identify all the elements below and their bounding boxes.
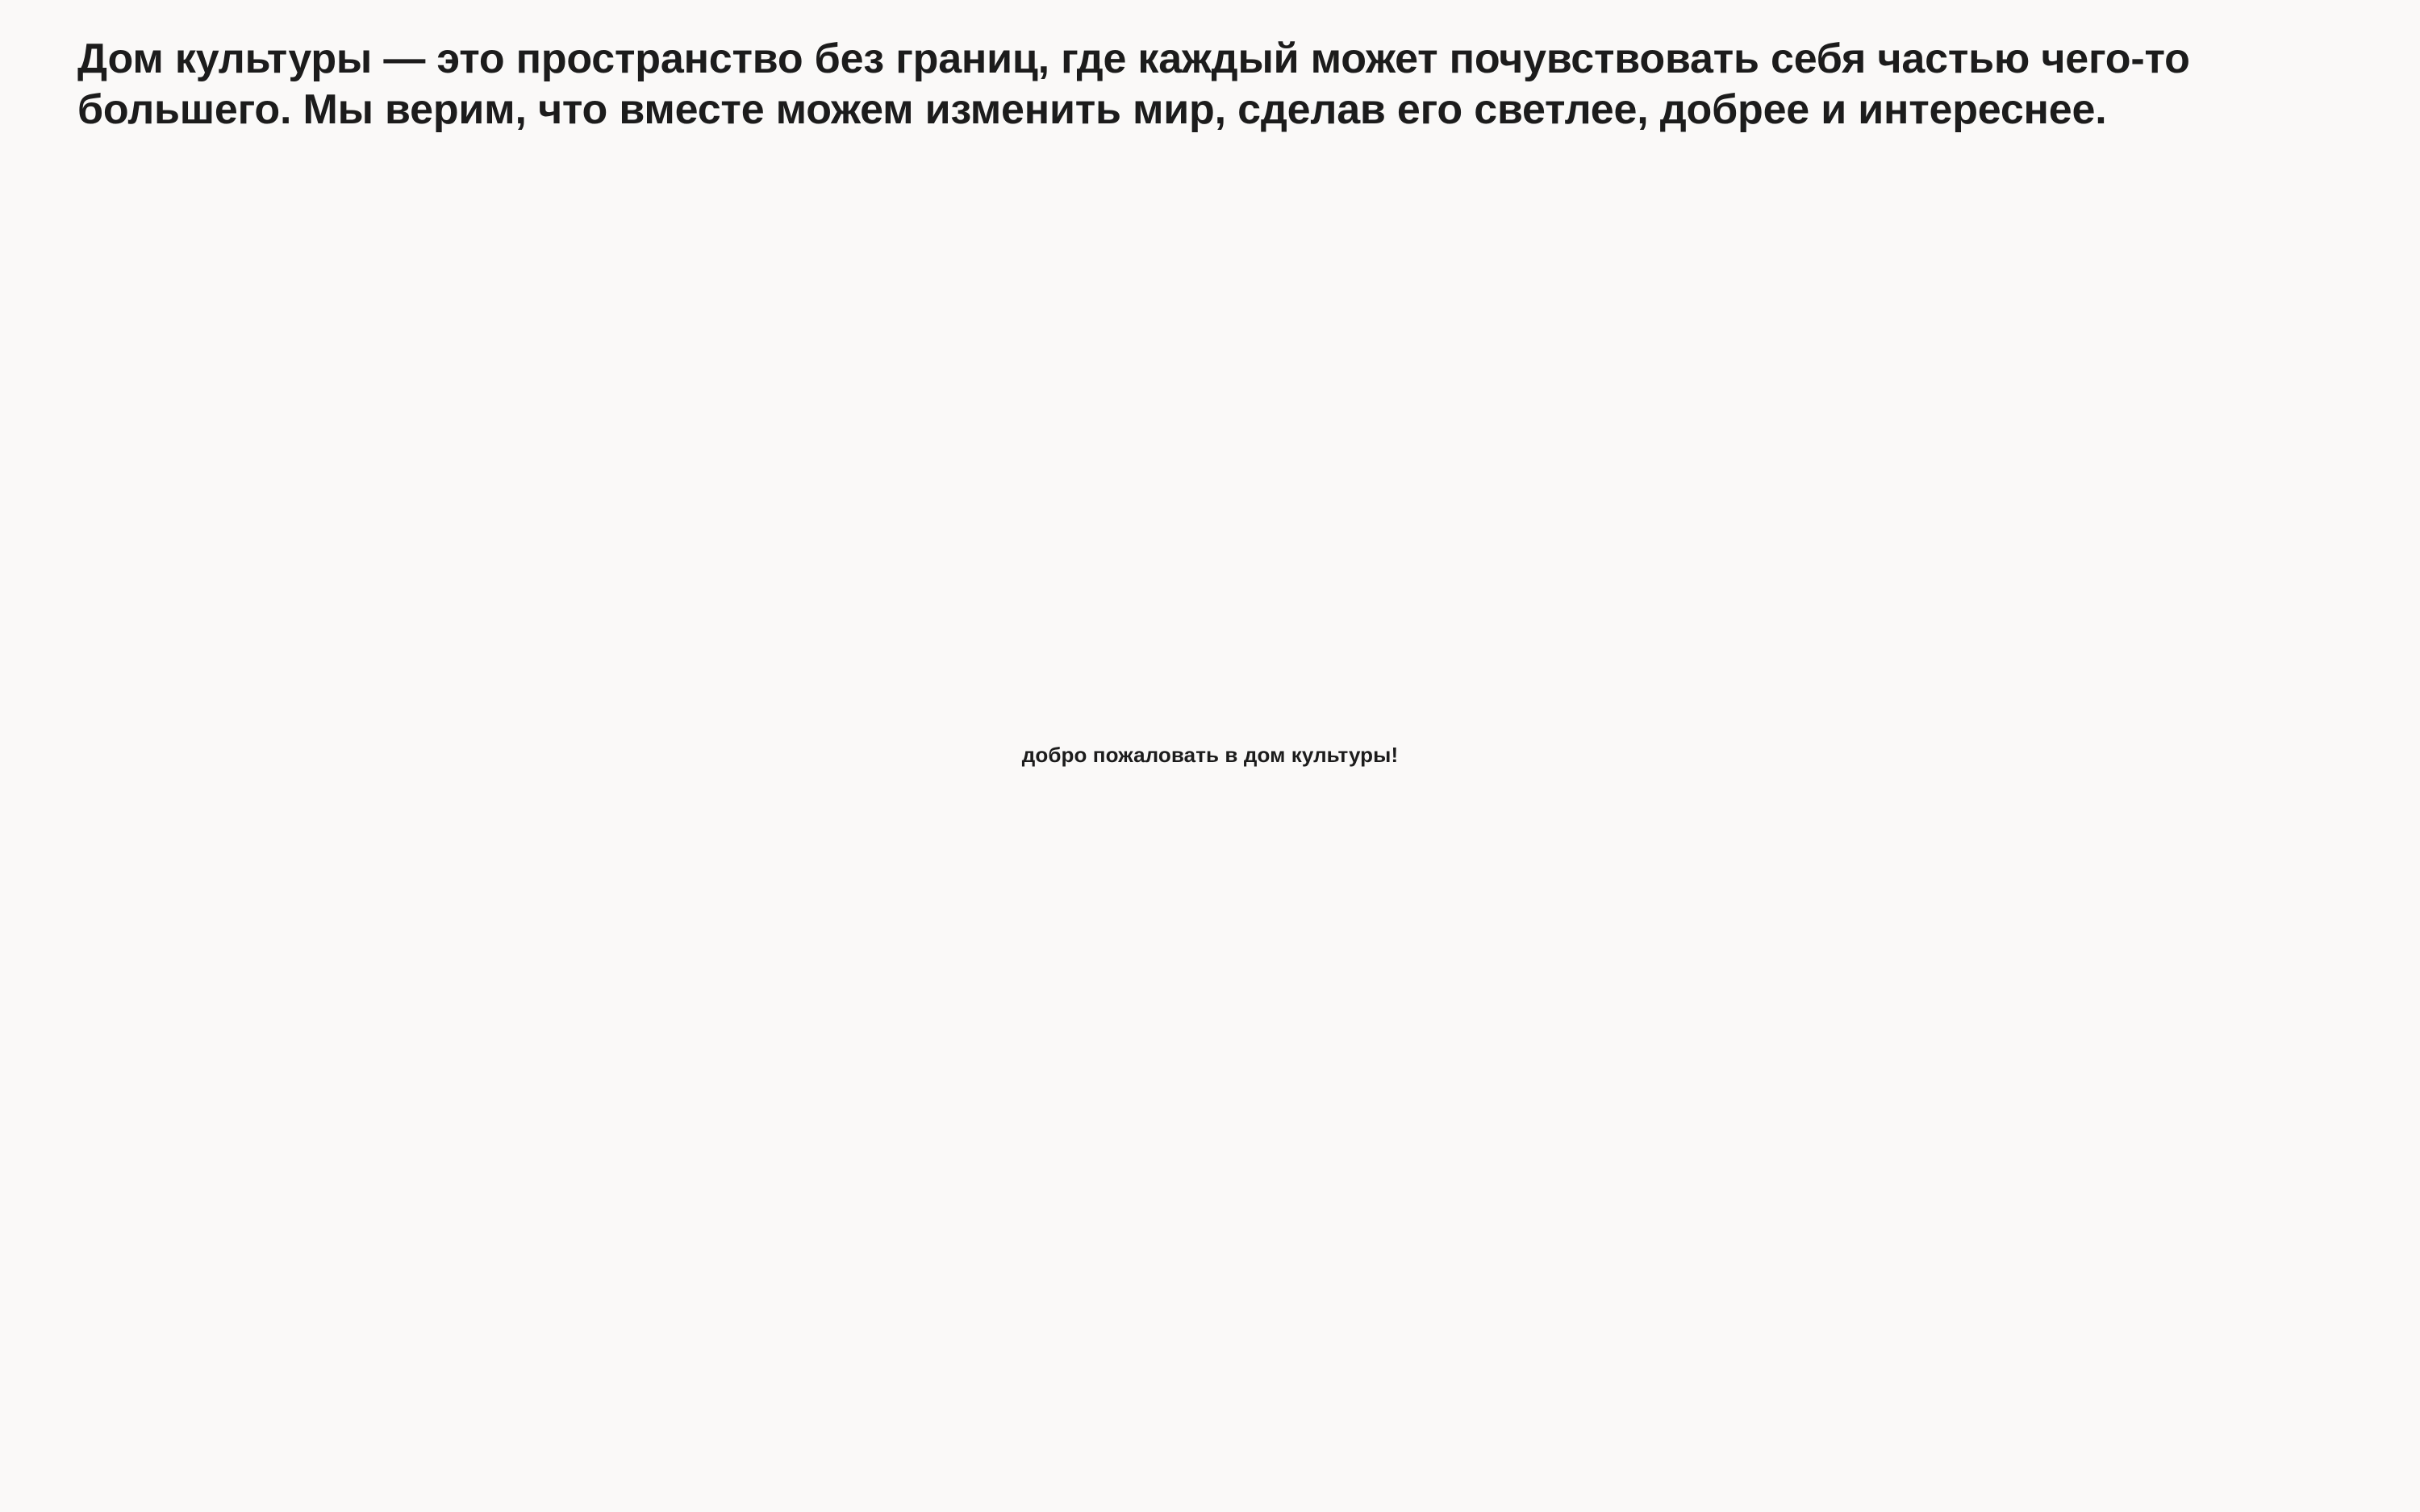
welcome-message: добро пожаловать в дом культуры!	[1021, 743, 1399, 767]
welcome-section	[0, 742, 2420, 769]
intro-section	[77, 34, 2360, 136]
intro-paragraph: Дом культуры — это пространство без границ, где каждый может почувствовать себя частью чего-то большего. Мы верим, что вместе можем изменить мир, сделав его светлее, добрее и интереснее.	[77, 35, 2190, 134]
